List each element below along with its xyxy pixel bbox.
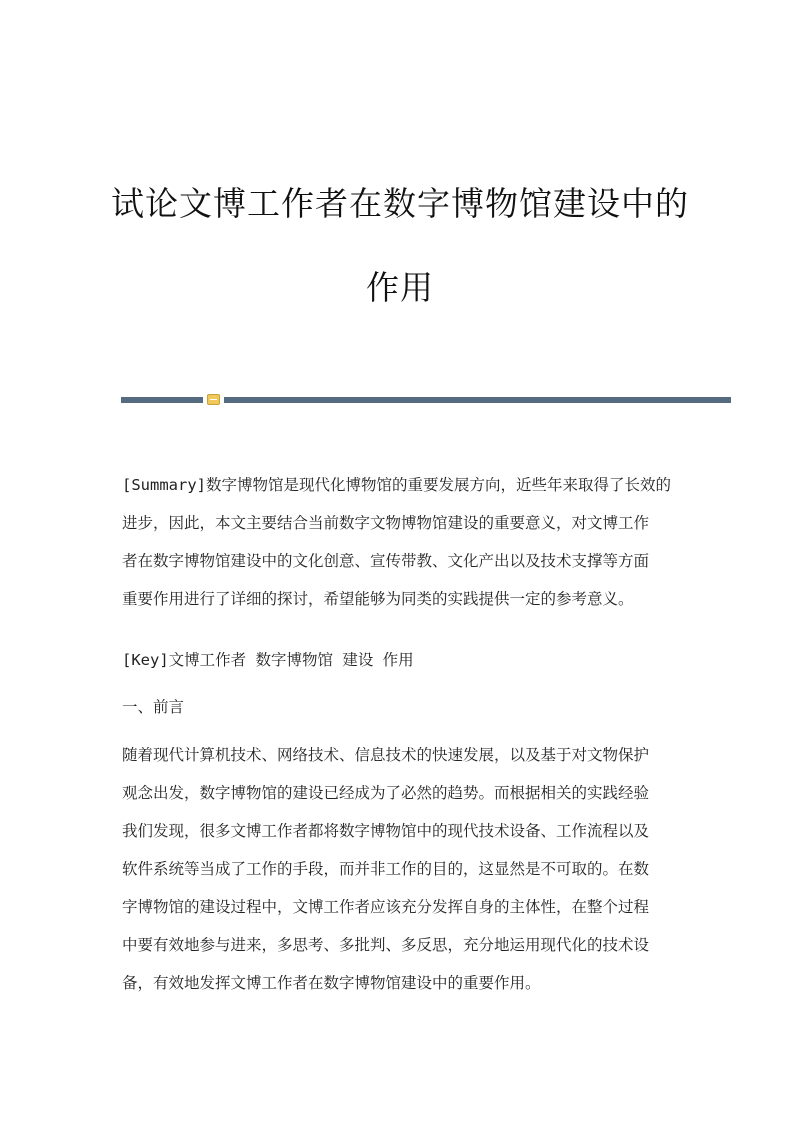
section-1-heading <box>122 688 686 726</box>
divider-bar-right <box>224 397 731 403</box>
divider-bar-left <box>121 397 203 403</box>
section-line: 备，有效地发挥文博工作者在数字博物馆建设中的重要作用。 <box>122 974 541 992</box>
summary-line: 者在数字博物馆建设中的文化创意、宣传带教、文化产出以及技术支撑等方面 <box>122 552 650 570</box>
section-line: 中要有效地参与进来，多思考、多批判、多反思，充分地运用现代化的技术设 <box>122 936 650 954</box>
summary-line: [Summary]数字博物馆是现代化博物馆的重要发展方向，近些年来取得了长效的 <box>122 476 671 494</box>
summary-line: 重要作用进行了详细的探讨，希望能够为同类的实践提供一定的参考意义。 <box>122 590 634 608</box>
section-1-paragraph <box>122 736 686 1002</box>
section-line: 字博物馆的建设过程中，文博工作者应该充分发挥自身的主体性，在整个过程 <box>122 898 650 916</box>
document-title-line-2: 作用 <box>366 268 434 307</box>
section-line: 我们发现，很多文博工作者都将数字博物馆中的现代技术设备、工作流程以及 <box>122 822 650 840</box>
section-line: 随着现代计算机技术、网络技术、信息技术的快速发展，以及基于对文物保护 <box>122 746 650 764</box>
section-line: 软件系统等当成了工作的手段，而并非工作的目的，这显然是不可取的。在数 <box>122 860 650 878</box>
section-heading: 一、前言 <box>122 698 185 716</box>
keywords-paragraph <box>122 641 686 679</box>
keywords-line: [Key]文博工作者 数字博物馆 建设 作用 <box>122 651 414 669</box>
summary-line: 进步，因此，本文主要结合当前数字文物博物馆建设的重要意义，对文博工作 <box>122 514 650 532</box>
doc-emblem-icon <box>207 394 220 405</box>
summary-paragraph <box>122 466 686 618</box>
document-title-line-1: 试论文博工作者在数字博物馆建设中的 <box>111 184 689 223</box>
title-divider <box>121 394 731 404</box>
section-line: 观念出发，数字博物馆的建设已经成为了必然的趋势。而根据相关的实践经验 <box>122 784 650 802</box>
